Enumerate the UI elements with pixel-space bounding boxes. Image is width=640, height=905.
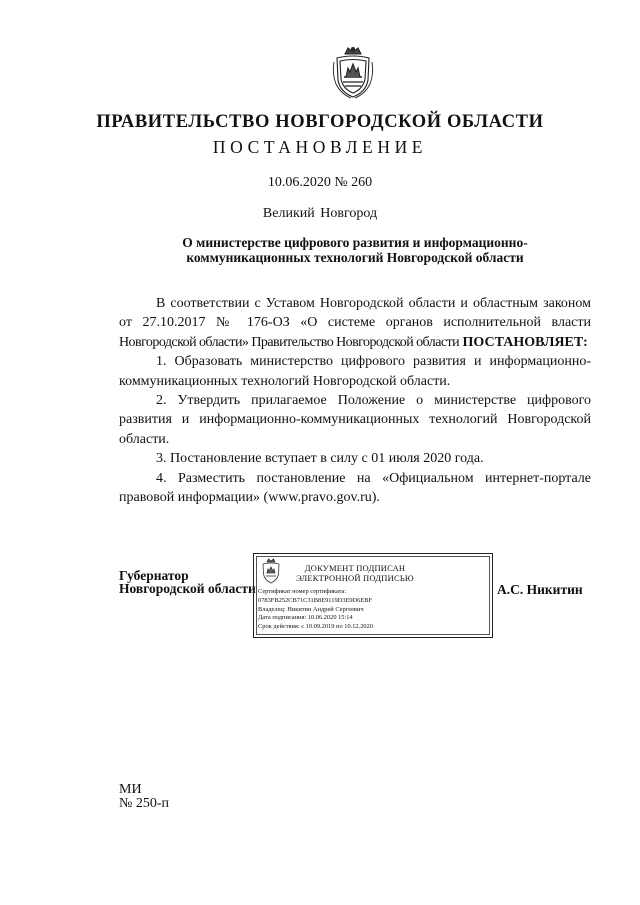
document-subject bbox=[120, 235, 590, 265]
preamble-line: В соответствии с Уставом Новгородской области и областным законом bbox=[156, 296, 591, 311]
stamp-heading bbox=[290, 563, 420, 583]
signer-name: А.С. Никитин bbox=[497, 582, 583, 597]
signer-position-line: Новгородской области bbox=[119, 581, 256, 596]
item-line: 2. Утвердить прилагаемое Положение о министерстве цифрового bbox=[156, 393, 591, 409]
item-line: 4. Разместить постановление на «Официальном интернет-портале bbox=[156, 470, 591, 486]
preamble-line: от 27.10.2017 № 176-ОЗ «О системе органов исполнительной власти bbox=[119, 315, 591, 331]
document-date-number: 10.06.2020 № 260 bbox=[267, 175, 373, 190]
signing-date: Дата подписания: 10.06.2020 15:14 bbox=[258, 614, 353, 622]
item-line: развития и информационно-коммуникационных технологий Новгородской bbox=[119, 412, 591, 428]
government-title: ПРАВИТЕЛЬСТВО НОВГОРОДСКОЙ ОБЛАСТИ bbox=[96, 112, 544, 132]
certificate-label: Сертификат номер сертификата: bbox=[258, 588, 347, 595]
preamble-line-text: Новгородской области» Правительство Новгородской области bbox=[119, 334, 460, 350]
document-body bbox=[119, 294, 591, 507]
coat-of-arms-icon bbox=[260, 558, 282, 584]
electronic-signature-stamp bbox=[253, 553, 493, 638]
document-type: ПОСТАНОВЛЕНИЕ bbox=[212, 137, 428, 157]
stamp-heading-line: ДОКУМЕНТ ПОДПИСАН bbox=[304, 563, 406, 573]
item-line: правовой информации» (www.pravo.gov.ru). bbox=[119, 490, 380, 506]
footer-note bbox=[119, 783, 169, 810]
subject-line: коммуникационных технологий Новгородской области bbox=[186, 250, 524, 265]
item-line: 1. Образовать министерство цифрового развития и информационно- bbox=[156, 354, 591, 370]
item-line: области. bbox=[119, 431, 170, 447]
author-initials: МИ bbox=[119, 782, 142, 797]
subject-line: О министерстве цифрового развития и информационно- bbox=[182, 235, 528, 250]
coat-of-arms-icon bbox=[331, 44, 375, 100]
certificate-validity: Срок действия: с 10.09.2019 по 10.12.2020 bbox=[258, 623, 374, 631]
decree-word: ПОСТАНОВЛЯЕТ: bbox=[462, 334, 588, 350]
stamp-heading-line: ЭЛЕКТРОННОЙ ПОДПИСЬЮ bbox=[296, 573, 414, 583]
preamble-line bbox=[119, 333, 591, 352]
stamp-details bbox=[258, 588, 373, 632]
signer-position-line: Губернатор bbox=[119, 568, 189, 583]
document-city: Великий Новгород bbox=[262, 206, 378, 221]
registration-number: № 250-п bbox=[119, 795, 170, 811]
item-line: коммуникационных технологий Новгородской области. bbox=[119, 373, 451, 389]
item-line: 3. Постановление вступает в силу с 01 июля 2020 года. bbox=[156, 451, 484, 467]
signer-position bbox=[119, 569, 256, 595]
certificate-number: 0783FB252CB71C31B8E9119D3E9D6EBF bbox=[258, 596, 373, 604]
certificate-owner: Владелец: Никитин Андрей Сергеевич bbox=[258, 605, 364, 613]
